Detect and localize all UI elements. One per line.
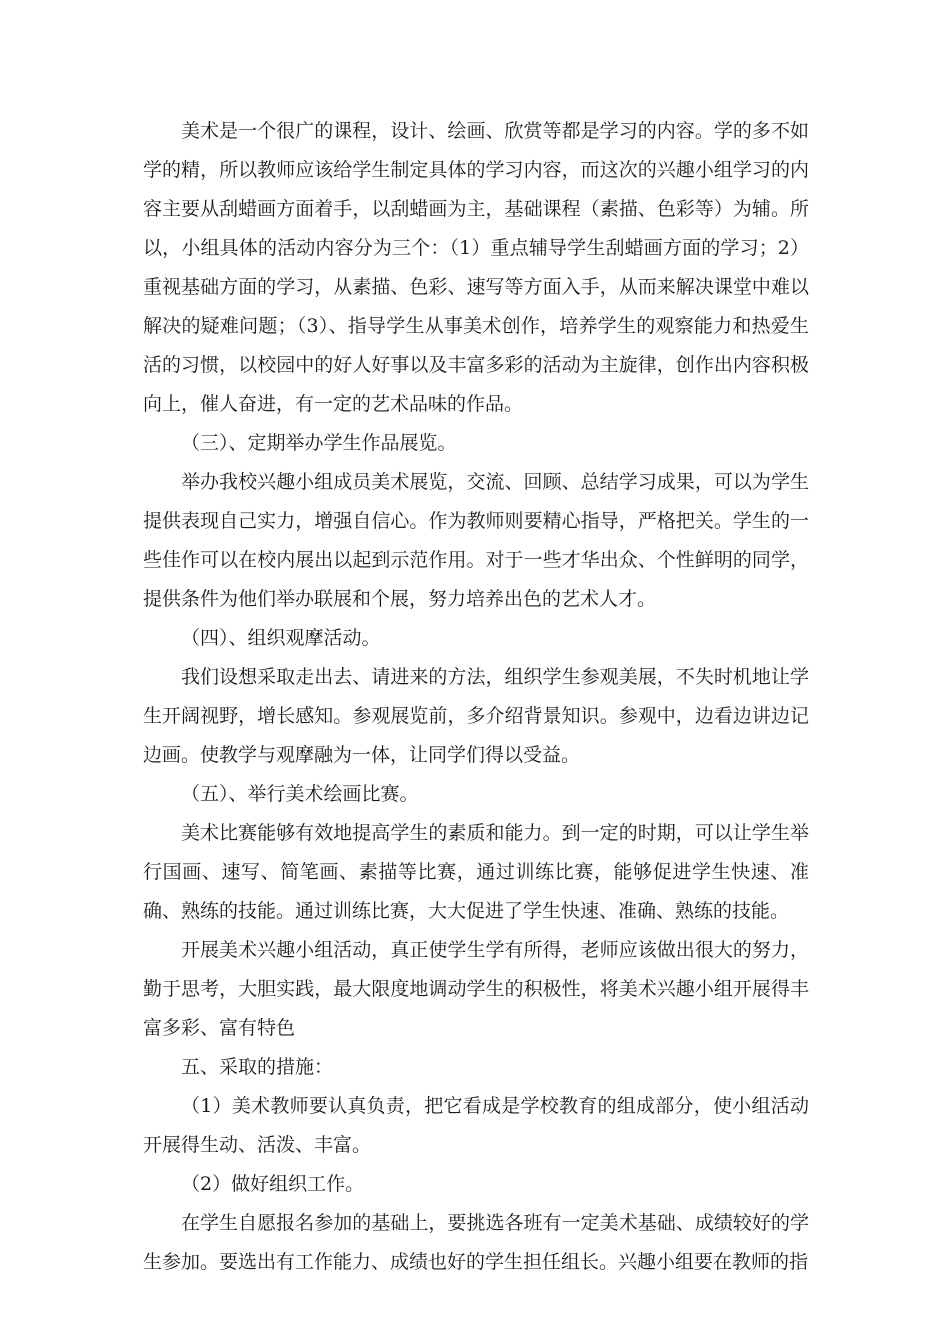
paragraph-summary: 开展美术兴趣小组活动，真正使学生学有所得，老师应该做出很大的努力，勤于思考，大胆实践，最大限度地调动学生的积极性，将美术兴趣小组开展得丰富多彩、富有特色 [143,939,809,1039]
paragraph-exhibition: 举办我校兴趣小组成员美术展览，交流、回顾、总结学习成果，可以为学生提供表现自己实力，增强自信心。作为教师则要精心指导，严格把关。学生的一些佳作可以在校内展出以起到示范作用。对于一些才华出众、个性鲜明的同学，提供条件为他们举办联展和个展，努力培养出色的艺术人才。 [143,471,809,610]
heading-measures: 五、采取的措施： [181,1056,334,1078]
heading-observation: （四）、组织观摩活动。 [181,627,381,649]
document-body [143,112,809,1282]
paragraph-measure-1: （1）美术教师要认真负责，把它看成是学校教育的组成部分，使小组活动开展得生动、活泼、丰富。 [143,1095,809,1156]
paragraph-measure-2: （2）做好组织工作。 [181,1173,365,1195]
paragraph-competition: 美术比赛能够有效地提高学生的素质和能力。到一定的时期，可以让学生举行国画、速写、简笔画、素描等比赛，通过训练比赛，能够促进学生快速、准确、熟练的技能。通过训练比赛，大大促进了学生快速、准确、熟练的技能。 [143,822,809,922]
heading-exhibition: （三）、定期举办学生作品展览。 [181,432,457,454]
paragraph-observation: 我们设想采取走出去、请进来的方法，组织学生参观美展，不失时机地让学生开阔视野，增长感知。参观展览前，多介绍背景知识。参观中，边看边讲边记边画。使教学与观摩融为一体，让同学们得以受益。 [143,666,809,766]
paragraph-selection: 在学生自愿报名参加的基础上，要挑选各班有一定美术基础、成绩较好的学生参加。要选出有工作能力、成绩也好的学生担任组长。兴趣小组要在教师的指 [143,1212,809,1273]
paragraph-activity-content: 美术是一个很广的课程，设计、绘画、欣赏等都是学习的内容。学的多不如学的精，所以教师应该给学生制定具体的学习内容，而这次的兴趣小组学习的内容主要从刮蜡画方面着手，以刮蜡画为主，基础课程（素描、色彩等）为辅。所以，小组具体的活动内容分为三个：（1）重点辅导学生刮蜡画方面的学习；2）重视基础方面的学习，从素描、色彩、速写等方面入手，从而来解决课堂中难以解决的疑难问题；（3）、指导学生从事美术创作，培养学生的观察能力和热爱生活的习惯，以校园中的好人好事以及丰富多彩的活动为主旋律，创作出内容积极向上，催人奋进，有一定的艺术品味的作品。 [143,120,809,415]
heading-competition: （五）、举行美术绘画比赛。 [181,783,419,805]
